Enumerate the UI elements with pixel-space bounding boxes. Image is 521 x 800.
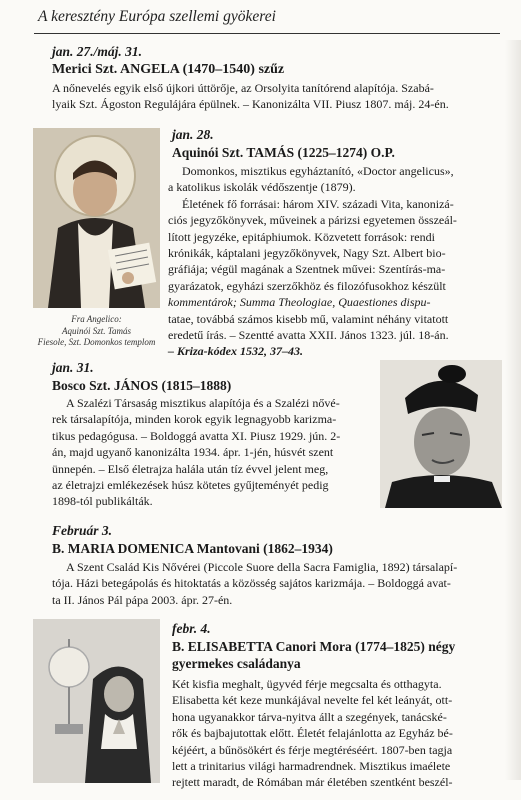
- text-line: gráfiája; végül magának a Szentnek művei: Szentírás-ma-: [168, 262, 446, 277]
- page-edge-shadow: [505, 40, 521, 780]
- text-line: – Kriza-kódex 1532, 37–43.: [168, 344, 303, 359]
- entry-body-angela: [52, 80, 502, 113]
- text-line: hona ugyanakkor tárva-nyitva állt a szegények, tanácské-: [172, 709, 447, 724]
- text-line: A Szent Család Kis Nővérei (Piccole Suore della Sacra Famiglia, 1892) társalapí-: [66, 560, 458, 574]
- caption-line: Fiesole, Szt. Domonkos templom: [37, 337, 156, 347]
- text-line: kommentárok; Summa Theologiae, Quaestiones dispu-: [168, 295, 431, 310]
- devotional-image: [33, 619, 160, 783]
- entry-body-tamas: [168, 163, 502, 360]
- text-line: ta II. János Pál pápa 2003. ápr. 27-én.: [52, 592, 233, 607]
- entry-body-maria-domenica: [52, 559, 502, 608]
- entry-title-tamas: Aquinói Szt. TAMÁS (1225–1274) O.P.: [172, 145, 395, 160]
- text-line: rek társalapítója, minden korok egyik legnagyobb karizma-: [52, 412, 337, 427]
- entry-date-elisabetta: febr. 4.: [172, 621, 211, 636]
- thomas-aquinas-painting: [33, 128, 160, 308]
- text-line: tója. Házi betegápolás és hitoktatás a közösség sajátos karizmája. – Boldoggá avat-: [52, 576, 451, 591]
- text-line: tatae, továbbá számos kisebb mű, valamint néhány vitatott: [168, 311, 449, 326]
- text-line: Két kisfia meghalt, ügyvéd férje megcsalta és otthagyta.: [172, 677, 442, 691]
- text-line: Domonkos, misztikus egyháztanító, «Doctor angelicus»,: [182, 164, 454, 178]
- entry-date-maria-domenica: Február 3.: [52, 523, 113, 538]
- caption-line: Fra Angelico:: [71, 314, 122, 324]
- text-line: gyarázatok, egyházi szerzőkhöz és filozófusokhoz készült: [168, 278, 446, 293]
- text-line: krónikák, káptalani jegyzőkönyvek, Nagy Szt. Albert bio-: [168, 246, 446, 261]
- don-bosco-photo: [380, 360, 502, 508]
- header-rule: [34, 33, 500, 34]
- caption-line: Aquinói Szt. Tamás: [62, 325, 131, 336]
- fresco-image: [33, 128, 160, 308]
- text-line: 1898-tól publikálták.: [52, 494, 153, 509]
- text-line: rejtett maradt, de Rómában már életében szentként beszél-: [172, 775, 453, 790]
- entry-date-angela: jan. 27./máj. 31.: [52, 44, 143, 59]
- text-line: kéjéért, a bűnösökért és férje megtéréséért. 1807-ben tagja: [172, 742, 453, 757]
- entry-title-maria-domenica: B. MARIA DOMENICA Mantovani (1862–1934): [52, 541, 333, 556]
- entry-title-angela: Merici Szt. ANGELA (1470–1540) szűz: [52, 62, 285, 77]
- portrait-image: [380, 360, 502, 508]
- entry-date-bosco: jan. 31.: [52, 360, 94, 375]
- text-line: eredetű írás. – Szentté avatta XXII. János 1323. júl. 18-án.: [168, 328, 449, 343]
- entry-body-bosco: [52, 395, 375, 510]
- text-line: az életrajzi emlékezések húsz kötetes gyűjteményét pedig: [52, 478, 329, 493]
- text-line: a katolikus iskolák védőszentje (1879).: [168, 180, 356, 195]
- text-line: lett a trinitarius világi harmadrendnek. Misztikus imaélete: [172, 759, 451, 774]
- text-line: rők és bajbajutottak előtt. Életét felajánlotta az Egyház bé-: [172, 726, 453, 741]
- text-line: A nőnevelés egyik első újkori úttörője, az Orsolyita tanítórend alapítója. Szabá-: [52, 81, 434, 95]
- entry-title-bosco: Bosco Szt. JÁNOS (1815–1888): [52, 378, 232, 393]
- text-line: ünnepén. – Első életrajza halála után tíz évvel jelent meg,: [52, 461, 329, 476]
- text-line: án, majd ugyanő kanonizálta 1934. ápr. 1-jén, húsvét szent: [52, 445, 334, 460]
- text-line: Elisabetta két keze munkájával nevelte fel két leányát, ott-: [172, 693, 453, 708]
- text-line: A Szalézi Társaság misztikus alapítója és a Szalézi nővé-: [66, 396, 340, 410]
- running-header: A keresztény Európa szellemi gyökerei: [38, 8, 276, 25]
- entry-body-elisabetta: [172, 676, 502, 791]
- text-line: tikus pedagógusa. – Boldoggá avatta XI. Piusz 1929. jún. 2-: [52, 428, 341, 443]
- elisabetta-canori-mora-image: [33, 619, 160, 783]
- text-line: Életének fő forrásai: három XIV. századi Vita, kanonizá-: [182, 196, 454, 211]
- text-line: lított jegyzéke, epitáphiumok. Közvetett források: rendi: [168, 229, 435, 244]
- entry-date-tamas: jan. 28.: [172, 127, 214, 142]
- text-line: lyaik Szt. Ágoston Regulájára épülnek. – Kanonizálta VII. Piusz 1807. máj. 24-én.: [52, 97, 449, 112]
- image-caption-aquinas: [33, 314, 160, 349]
- text-line: ciós jegyzőkönyvek, műveinek a párizsi egyetemen összeál-: [168, 213, 457, 228]
- entry-title-elisabetta: B. ELISABETTA Canori Mora (1774–1825) négy gyermekes családanya: [172, 639, 456, 671]
